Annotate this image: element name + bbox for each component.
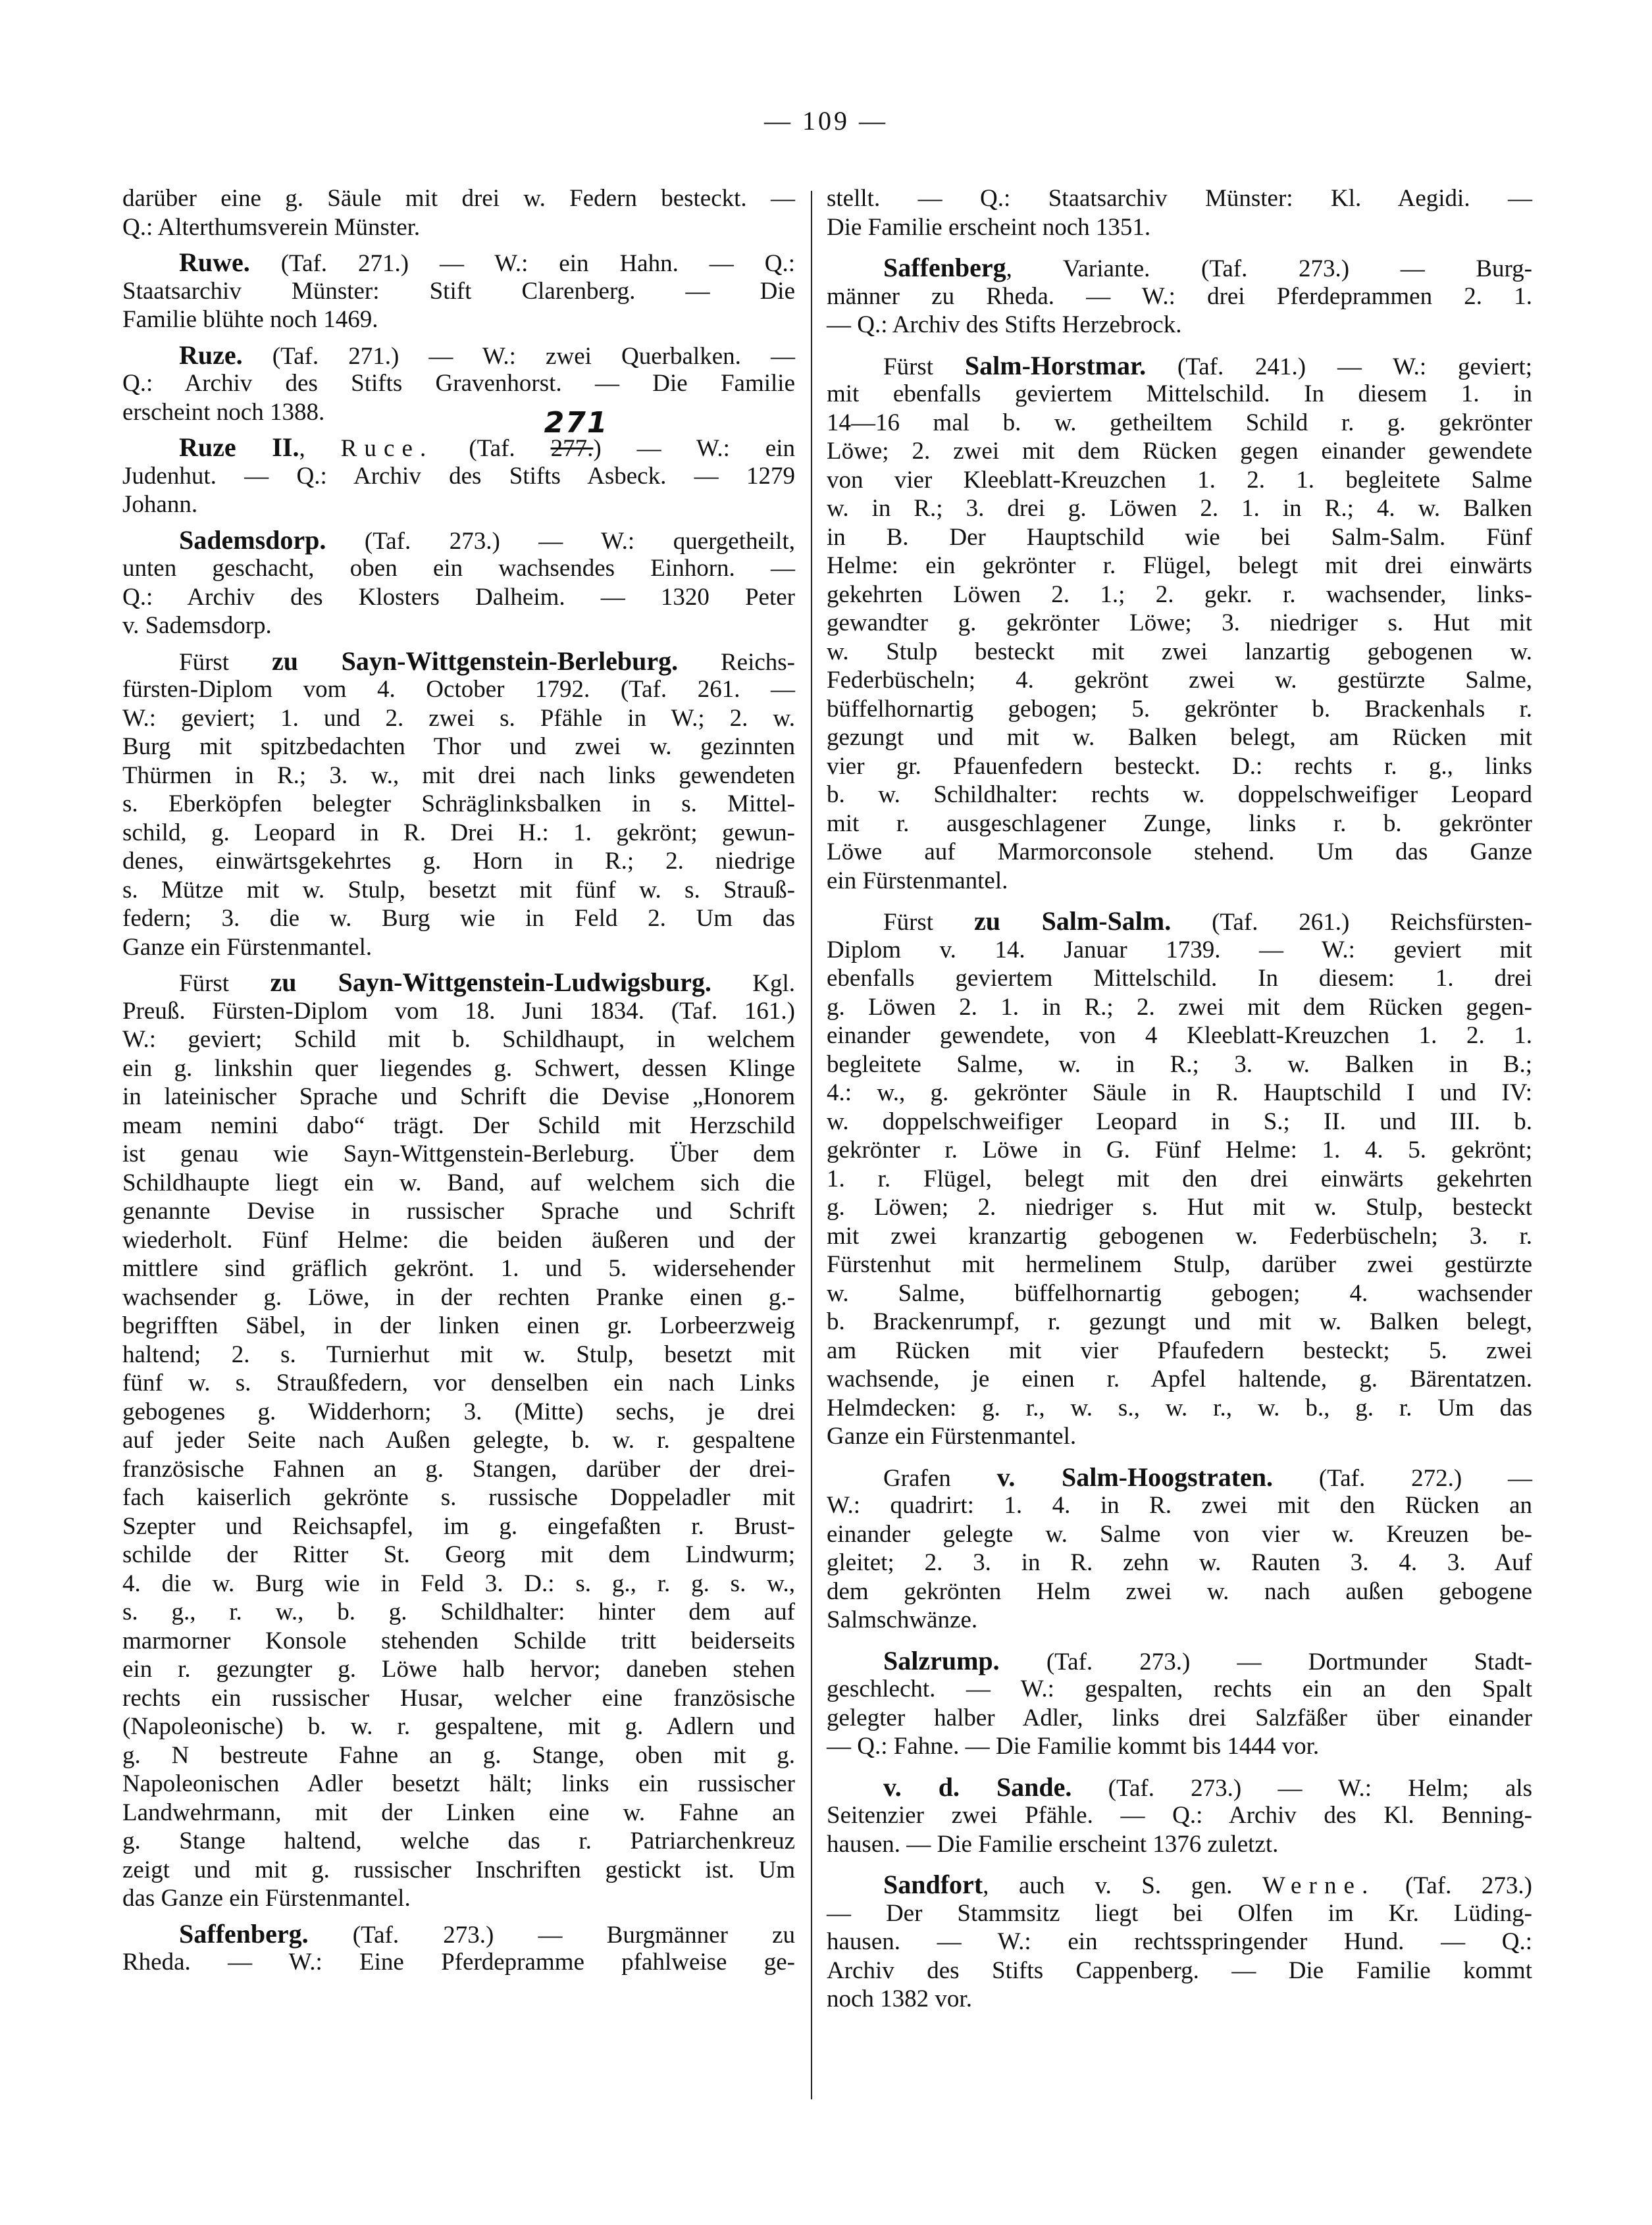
segment-text: Werne.: [1262, 1872, 1376, 1899]
text-line: Johann.: [122, 491, 198, 518]
text-line: erscheint noch 1388.: [122, 398, 325, 426]
text-line: ist genau wie Sayn-Wittgenstein-Berleburg. Über dem: [122, 1140, 795, 1167]
text-line: geschlecht. — W.: gespalten, rechts ein an den Spalt: [827, 1675, 1532, 1702]
text-line: s. g., r. w., b. g. Schildhalter: hinter dem auf: [122, 1598, 795, 1625]
text-line: Preuß. Fürsten-Diplom vom 18. Juni 1834. (Taf. 161.): [122, 997, 795, 1025]
text-segment: [983, 1872, 1262, 1899]
text-line: Löwe auf Marmorconsole stehend. Um das Ganze: [827, 838, 1532, 865]
entry-headword: [974, 906, 1171, 936]
text-line: schilde der Ritter St. Georg mit dem Lindwurm;: [122, 1541, 795, 1568]
text-line: schild, g. Leopard in R. Drei H.: 1. gekrönt; gewun-: [122, 819, 795, 846]
text-line: Seitenzier zwei Pfähle. — Q.: Archiv des Kl. Benning-: [827, 1802, 1532, 1829]
text-line: denes, einwärtsgekehrtes g. Horn in R.; 2. niedrige: [122, 848, 795, 875]
text-segment: [326, 528, 795, 555]
text-line: marmorner Konsole stehenden Schilde tritt beiderseits: [122, 1627, 795, 1654]
text-line: [827, 907, 1532, 936]
segment-text: (Taf.: [433, 435, 551, 462]
text-line: Federbüscheln; 4. gekrönt zwei w. gestürzte Salme,: [827, 667, 1532, 694]
entry-paragraph: [827, 184, 1532, 242]
text-line: ein Fürstenmantel.: [827, 867, 1008, 894]
text-segment: [678, 649, 795, 676]
text-line: wachsende, je einen r. Apfel haltende, g. Bärentatzen.: [827, 1366, 1532, 1393]
entry-paragraph: [122, 341, 795, 427]
text-line: begrifften Säbel, in der linken einen gr. Lorbeerzweig: [122, 1312, 795, 1339]
segment-text: Grafen: [883, 1464, 997, 1492]
text-line: — Q.: Fahne. — Die Familie kommt bis 1444 vor.: [827, 1733, 1320, 1760]
text-line: mit r. ausgeschlagener Zunge, links r. b. gekrönter: [827, 809, 1532, 837]
text-segment: [1071, 1775, 1532, 1802]
text-line: mit zwei kranzartig gebogenen w. Federbüscheln; 3. r.: [827, 1222, 1532, 1250]
text-segment: [122, 185, 795, 212]
page-number: — 109 —: [764, 106, 888, 136]
text-line: [122, 184, 795, 213]
segment-text: (Taf. 272.) —: [1273, 1464, 1532, 1492]
text-line: w. Stulp besteckt mit zwei lanzartig gebogenen w.: [827, 638, 1532, 665]
entry-headword: [883, 253, 1006, 282]
text-line: ein r. gezungter g. Löwe halb hervor; daneben stehen: [122, 1656, 795, 1683]
text-line: auf jeder Seite nach Außen gelegte, b. w. r. gespaltene: [122, 1427, 795, 1454]
text-line: gekehrten Löwen 2. 1.; 2. gekr. r. wachsender, links-: [827, 580, 1532, 608]
segment-text: Ruze II.: [179, 432, 299, 462]
segment-text: , Variante. (Taf. 273.) — Burg-: [1006, 255, 1532, 282]
segment-text: Fürst: [883, 353, 965, 380]
text-line: Thürmen in R.; 3. w., mit drei nach links gewendeten: [122, 761, 795, 789]
segment-text: Salzrump.: [883, 1645, 1000, 1675]
segment-text: Fürst: [883, 909, 974, 936]
text-line: Helmdecken: g. r., w. s., w. r., w. b., g. r. Um das: [827, 1394, 1532, 1421]
text-line: Landwehrmann, mit der Linken eine w. Fahne an: [122, 1799, 795, 1826]
text-line: [827, 1773, 1532, 1802]
entry-headword: [179, 247, 250, 277]
segment-text: (Taf. 241.) — W.: geviert;: [1146, 353, 1532, 380]
text-line: [122, 968, 795, 997]
text-line: gekrönter r. Löwe in G. Fünf Helme: 1. 4. 5. gekrönt;: [827, 1137, 1532, 1164]
text-line: haltend; 2. s. Turnierhut mit w. Stulp, besetzt mit: [122, 1341, 795, 1368]
segment-text: zu Sayn-Wittgenstein-Berleburg.: [271, 646, 679, 676]
text-segment: [1000, 1649, 1532, 1675]
text-line: meam nemini dabo“ trägt. Der Schild mit Herzschild: [122, 1112, 795, 1139]
entry-paragraph: [122, 526, 795, 640]
text-line: Ganze ein Fürstenmantel.: [122, 933, 373, 961]
text-line: fünf w. s. Straußfedern, vor denselben ein nach Links: [122, 1369, 795, 1396]
text-segment: [179, 970, 271, 997]
segment-text: (Taf. 273.) — W.: quergetheilt,: [326, 527, 795, 555]
text-line: [122, 647, 795, 676]
text-line: s. Mütze mit w. Stulp, besetzt mit fünf w. s. Strauß-: [122, 876, 795, 904]
segment-text: (Taf. 273.) — Dortmunder Stadt-: [999, 1648, 1532, 1675]
entry-headword: [179, 525, 326, 555]
text-line: Salmschwänze.: [827, 1606, 978, 1633]
entry-paragraph: [122, 968, 795, 1913]
text-line: W.: quadrirt: 1. 4. in R. zwei mit den Rücken an: [827, 1492, 1532, 1519]
text-line: Ganze ein Fürstenmantel.: [827, 1423, 1077, 1450]
entry-paragraph: [122, 647, 795, 962]
entry-headword: [179, 1919, 309, 1949]
text-line: [122, 1920, 795, 1949]
segment-text: v. Salm-Hoogstraten.: [996, 1462, 1274, 1492]
text-line: das Ganze ein Fürstenmantel.: [122, 1885, 411, 1912]
text-line: rechts ein russischer Husar, welcher eine französische: [122, 1684, 795, 1712]
text-line: Fürstenhut mit hermelinem Stulp, darüber zwei gestürzte: [827, 1251, 1532, 1278]
segment-text: v. d. Sande.: [883, 1772, 1072, 1802]
text-line: b. w. Schildhalter: rechts w. doppelschweifiger Leopard: [827, 781, 1532, 808]
segment-text: Saffenberg.: [179, 1918, 309, 1949]
text-line: v. Sademsdorp.: [122, 612, 272, 639]
entry-headword: [271, 967, 711, 997]
entry-paragraph: [827, 253, 1532, 340]
text-line: hausen. — Die Familie erscheint 1376 zuletzt.: [827, 1830, 1279, 1858]
text-segment: [1375, 1872, 1532, 1899]
text-line: ein g. linkshin quer liegendes g. Schwert, dessen Klinge: [122, 1054, 795, 1082]
text-line: gezungt und mit w. Balken belegt, am Rücken mit: [827, 724, 1532, 751]
text-line: ebenfalls geviertem Mittelschild. In diesem: 1. drei: [827, 965, 1532, 992]
text-segment: [1273, 1465, 1532, 1492]
text-line: wachsender g. Löwe, in der rechten Pranke einen g.-: [122, 1283, 795, 1311]
text-line: in B. Der Hauptschild wie bei Salm-Salm. Fünf: [827, 523, 1532, 551]
text-line: 14—16 mal b. w. getheiltem Schild r. g. gekrönter: [827, 409, 1532, 436]
entry-paragraph: [827, 1870, 1532, 2014]
text-line: fach kaiserlich gekrönte s. russische Doppeladler mit: [122, 1484, 795, 1511]
segment-text: Fürst: [179, 970, 271, 997]
segment-text: darüber eine g. Säule mit drei w. Federn besteckt. —: [122, 185, 795, 212]
text-line: Q.: Archiv des Klosters Dalheim. — 1320 Peter: [122, 583, 795, 611]
text-line: [827, 351, 1532, 380]
struck-plate-number: [544, 406, 609, 462]
text-line: Staatsarchiv Münster: Stift Clarenberg. — Die: [122, 277, 795, 305]
text-line: Familie blühte noch 1469.: [122, 306, 378, 333]
text-line: W.: geviert; 1. und 2. zwei s. Pfähle in W.; 2. w.: [122, 704, 795, 732]
text-line: wiederholt. Fünf Helme: die beiden äußeren und der: [122, 1226, 795, 1254]
text-line: Diplom v. 14. Januar 1739. — W.: geviert mit: [827, 936, 1532, 963]
text-line: g. Löwen 2. 1. in R.; 2. zwei mit dem Rücken gegen-: [827, 993, 1532, 1021]
text-line: einander gelegte w. Salme von vier w. Kreuzen be-: [827, 1520, 1532, 1548]
text-line: [827, 253, 1532, 282]
text-segment: [1262, 1872, 1375, 1899]
text-line: büffelhornartig gebogen; 5. gekrönter b. Brackenhals r.: [827, 695, 1532, 723]
text-line: hausen. — W.: ein rechtsspringender Hund. — Q.:: [827, 1928, 1532, 1955]
text-line: Q.: Alterthumsverein Münster.: [122, 213, 421, 241]
segment-text: Saffenberg: [883, 253, 1006, 282]
entry-headword: [965, 351, 1146, 380]
text-line: unten geschacht, oben ein wachsendes Einhorn. —: [122, 555, 795, 582]
text-line: am Rücken mit vier Pfaufedern besteckt; 5. zwei: [827, 1337, 1532, 1364]
text-line: fürsten-Diplom vom 4. October 1792. (Taf. 261. —: [122, 676, 795, 703]
entry-paragraph: [827, 1647, 1532, 1761]
segment-text: (Taf. 273.) — Burgmänner zu: [308, 1921, 795, 1949]
entry-paragraph: [827, 1463, 1532, 1635]
text-line: mittlere sind gräflich gekrönt. 1. und 5. widersehender: [122, 1255, 795, 1282]
text-line: [122, 341, 795, 370]
text-line: [827, 1870, 1532, 1899]
handwritten-correction: 271: [544, 406, 609, 440]
text-line: gleitet; 2. 3. in R. zehn w. Rauten 3. 4. 3. Auf: [827, 1549, 1532, 1576]
text-line: b. Brackenrumpf, r. gezungt und mit w. Balken belegt,: [827, 1308, 1532, 1335]
entry-headword: [272, 646, 678, 676]
entry-paragraph: [827, 351, 1532, 896]
segment-text: zu Salm-Salm.: [973, 906, 1172, 936]
text-line: g. Stange haltend, welche das r. Patriarchenkreuz: [122, 1828, 795, 1854]
text-line: Q.: Archiv des Stifts Gravenhorst. — Die Familie: [122, 370, 795, 397]
text-line: Napoleonischen Adler besetzt hält; links ein russischer: [122, 1770, 795, 1797]
text-line: 4. die w. Burg wie in Feld 3. D.: s. g., r. g. s. w.,: [122, 1570, 795, 1597]
segment-text: Ruwe.: [179, 247, 250, 277]
segment-text: Ruze.: [179, 340, 243, 370]
text-line: w. doppelschweifiger Leopard in S.; II. und III. b.: [827, 1108, 1532, 1135]
text-line: gelegter halber Adler, links drei Salzfäßer über einander: [827, 1704, 1532, 1731]
segment-text: zu Sayn-Wittgenstein-Ludwigsburg.: [270, 967, 711, 997]
text-segment: [341, 435, 434, 462]
segment-text: Ruce.: [340, 435, 434, 462]
text-line: federn; 3. die w. Burg wie in Feld 2. Um das: [122, 905, 795, 932]
entry-headword: [179, 432, 299, 462]
segment-text: Salm-Horstmar.: [964, 350, 1147, 380]
segment-text: Sandfort: [883, 1870, 983, 1899]
text-line: in lateinischer Sprache und Schrift die Devise „Honorem: [122, 1083, 795, 1110]
segment-text: stellt. — Q.: Staatsarchiv Münster: Kl. Aegidi. —: [827, 185, 1532, 212]
text-line: [827, 1463, 1532, 1492]
text-line: gebogenes g. Widderhorn; 3. (Mitte) sechs, je drei: [122, 1398, 795, 1425]
text-line: [122, 248, 795, 277]
segment-text: Sademsdorp.: [179, 524, 326, 555]
text-line: mit ebenfalls geviertem Mittelschild. In diesem 1. in: [827, 380, 1532, 407]
text-segment: [309, 1922, 795, 1949]
text-line: Archiv des Stifts Cappenberg. — Die Familie kommt: [827, 1956, 1532, 1984]
text-line: noch 1382 vor.: [827, 1985, 972, 2012]
segment-text: (Taf. 261.) Reichsfürsten-: [1171, 909, 1533, 936]
text-line: einander gewendete, von 4 Kleeblatt-Kreuzchen 1. 2. 1.: [827, 1022, 1532, 1049]
text-line: Schildhaupte liegt ein w. Band, auf welchem sich die: [122, 1169, 795, 1196]
entry-headword: [883, 1646, 1000, 1675]
text-segment: [250, 250, 795, 277]
text-line: Löwe; 2. zwei mit dem Rücken gegen einander gewendete: [827, 438, 1532, 465]
text-line: 1. r. Flügel, belegt mit den drei einwärts gekehrten: [827, 1165, 1532, 1192]
segment-text: Kgl.: [711, 970, 795, 997]
text-line: — Q.: Archiv des Stifts Herzebrock.: [827, 311, 1182, 338]
text-line: Judenhut. — Q.: Archiv des Stifts Asbeck. — 1279: [122, 462, 795, 490]
text-line: [827, 1647, 1532, 1675]
text-line: von vier Kleeblatt-Kreuzchen 1. 2. 1. begleitete Salme: [827, 466, 1532, 494]
entry-headword: [997, 1462, 1273, 1492]
text-segment: [883, 353, 965, 380]
text-line: vier gr. Pfauenfedern besteckt. D.: rechts r. g., links: [827, 752, 1532, 780]
text-segment: [179, 649, 272, 676]
left-column: [122, 184, 795, 1977]
text-line: Helme: ein gekrönter r. Flügel, belegt mit drei einwärts: [827, 552, 1532, 579]
text-line: Szepter und Reichsapfel, im g. eingefaßten r. Brust-: [122, 1512, 795, 1540]
text-line: w. Salme, büffelhornartig gebogen; 4. wachsender: [827, 1279, 1532, 1307]
text-line: Die Familie erscheint noch 1351.: [827, 213, 1151, 241]
text-line: begleitete Salme, w. in R.; 3. w. Balken in B.;: [827, 1050, 1532, 1078]
entry-paragraph: [122, 248, 795, 334]
entry-headword: [883, 1772, 1071, 1802]
segment-text: 277.: [550, 435, 594, 462]
segment-text: (Taf. 273.): [1375, 1872, 1532, 1899]
text-segment: [433, 435, 550, 462]
text-line: dem gekrönten Helm zwei w. nach außen gebogene: [827, 1577, 1532, 1605]
text-line: gewandter g. gekrönter Löwe; 3. niedriger s. Hut mit: [827, 609, 1532, 636]
text-line: g. Löwen; 2. niedriger s. Hut mit w. Stulp, besteckt: [827, 1194, 1532, 1221]
text-segment: [883, 909, 974, 936]
text-line: W.: geviert; Schild mit b. Schildhaupt, in welchem: [122, 1026, 795, 1053]
text-line: Rheda. — W.: Eine Pferdepramme pfahlweise ge-: [122, 1949, 795, 1976]
text-line: g. N bestreute Fahne an g. Stange, oben mit g.: [122, 1741, 795, 1769]
text-line: genannte Devise in russischer Sprache und Schrift: [122, 1198, 795, 1225]
segment-text: ) — W.: ein: [593, 435, 795, 462]
segment-text: ,: [299, 435, 341, 462]
segment-text: , auch v. S. gen.: [983, 1872, 1262, 1899]
text-segment: [243, 343, 795, 370]
segment-text: Fürst: [179, 648, 272, 676]
entry-paragraph: [827, 907, 1532, 1451]
entry-paragraph: [827, 1773, 1532, 1859]
text-line: w. in R.; 3. drei g. Löwen 2. 1. in R.; 4. w. Balken: [827, 495, 1532, 522]
text-line: männer zu Rheda. — W.: drei Pferdeprammen 2. 1.: [827, 282, 1532, 310]
text-line: zeigt und mit g. russischer Inschriften gestickt ist. Um: [122, 1856, 795, 1883]
text-line: 4.: w., g. gekrönter Säule in R. Hauptschild I und IV:: [827, 1079, 1532, 1106]
entry-paragraph: [122, 184, 795, 242]
text-line: [122, 526, 795, 555]
entry-paragraph: [122, 1920, 795, 1977]
right-column: [827, 184, 1532, 2014]
text-segment: [1006, 255, 1532, 282]
text-segment: [299, 435, 340, 462]
text-segment: [711, 970, 795, 997]
text-line: s. Eberköpfen belegter Schräglinksbalken in s. Mittel-: [122, 790, 795, 817]
text-line: Burg mit spitzbedachten Thor und zwei w. gezinnten: [122, 733, 795, 760]
text-segment: [1146, 353, 1532, 380]
text-segment: [1171, 909, 1532, 936]
text-line: [827, 184, 1532, 213]
entry-headword: [883, 1870, 983, 1899]
segment-text: Reichs-: [678, 648, 795, 676]
text-line: — Der Stammsitz liegt bei Olfen im Kr. Lüding-: [827, 1899, 1532, 1927]
text-line: (Napoleonische) b. w. r. gespaltene, mit g. Adlern und: [122, 1713, 795, 1740]
text-segment: [827, 185, 1532, 212]
text-segment: [883, 1465, 997, 1492]
segment-text: (Taf. 271.) — W.: ein Hahn. — Q.:: [249, 250, 795, 277]
segment-text: (Taf. 273.) — W.: Helm; als: [1071, 1774, 1533, 1802]
segment-text: (Taf. 271.) — W.: zwei Querbalken. —: [242, 342, 795, 370]
text-segment: [593, 435, 795, 462]
column-divider: [811, 191, 812, 2099]
entry-headword: [179, 340, 243, 370]
text-line: französische Fahnen an g. Stangen, darüber der drei-: [122, 1455, 795, 1483]
